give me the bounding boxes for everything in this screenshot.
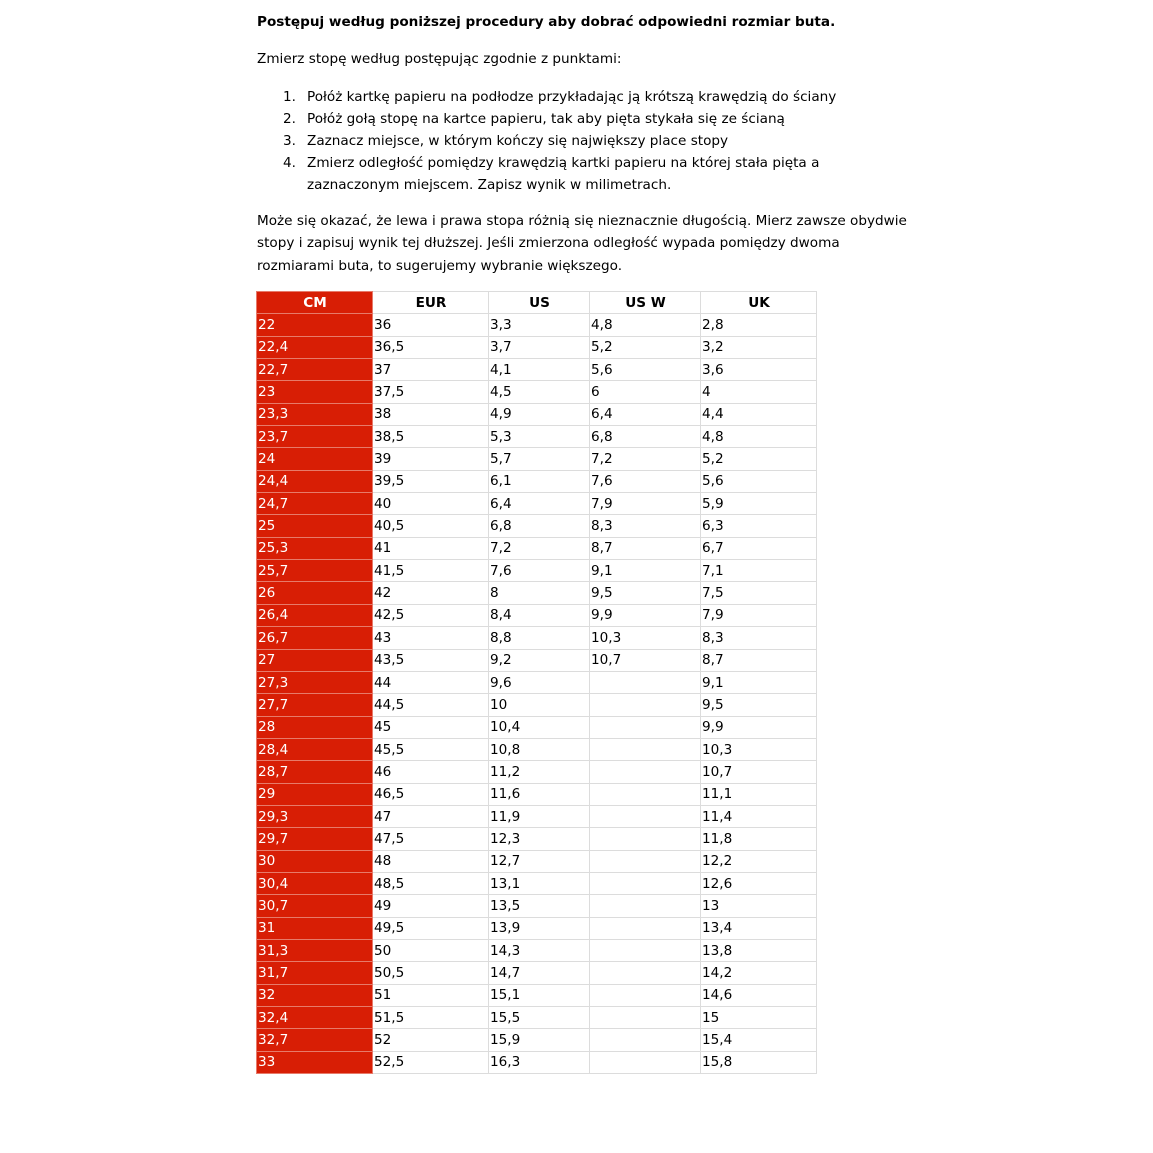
cell-eur: 36,5 [373,336,489,358]
cell-uk: 6,3 [701,515,817,537]
cell-eur: 37,5 [373,381,489,403]
cell-eur: 46 [373,761,489,783]
table-row [257,403,817,425]
cell-us-w: 6,8 [590,426,701,448]
cell-uk: 13,8 [701,939,817,961]
table-row [257,1007,817,1029]
cell-cm: 28 [257,716,373,738]
cell-uk: 10,7 [701,761,817,783]
cell-cm: 30,4 [257,872,373,894]
header-uk: UK [701,292,817,314]
cell-eur: 41,5 [373,560,489,582]
cell-cm: 31,3 [257,939,373,961]
table-row [257,716,817,738]
cell-cm: 27,3 [257,671,373,693]
table-row [257,917,817,939]
cell-cm: 28,4 [257,738,373,760]
cell-eur: 36 [373,314,489,336]
cell-uk: 9,9 [701,716,817,738]
cell-cm: 32,4 [257,1007,373,1029]
cell-eur: 48,5 [373,872,489,894]
cell-us: 13,1 [489,872,590,894]
table-row [257,426,817,448]
cell-us: 11,2 [489,761,590,783]
header-eur: EUR [373,292,489,314]
cell-uk: 14,2 [701,962,817,984]
cell-uk: 7,1 [701,560,817,582]
cell-us-w [590,694,701,716]
cell-us: 11,9 [489,805,590,827]
cell-eur: 51 [373,984,489,1006]
cell-uk: 5,9 [701,493,817,515]
cell-uk: 5,6 [701,470,817,492]
cell-uk: 6,7 [701,537,817,559]
cell-us-w [590,917,701,939]
cell-us-w [590,872,701,894]
cell-us-w: 4,8 [590,314,701,336]
cell-eur: 42 [373,582,489,604]
cell-us-w: 8,3 [590,515,701,537]
cell-uk: 9,1 [701,671,817,693]
cell-eur: 38 [373,403,489,425]
cell-eur: 41 [373,537,489,559]
cell-uk: 13 [701,895,817,917]
cell-eur: 44 [373,671,489,693]
table-row [257,627,817,649]
cell-cm: 32 [257,984,373,1006]
cell-cm: 23,3 [257,403,373,425]
cell-us-w: 7,9 [590,493,701,515]
table-row [257,738,817,760]
intro-text: Zmierz stopę według postępując zgodnie z punktami: [257,51,622,67]
header-us: US [489,292,590,314]
cell-us-w [590,783,701,805]
step-number: 2. [283,111,296,127]
cell-us-w [590,1007,701,1029]
cell-cm: 27,7 [257,694,373,716]
step-number: 4. [283,155,296,171]
cell-us: 14,3 [489,939,590,961]
cell-us: 15,1 [489,984,590,1006]
cell-us: 8,8 [489,627,590,649]
cell-eur: 50 [373,939,489,961]
step-text: Zmierz odległość pomiędzy krawędzią kartki papieru na której stała pięta a zaznaczonym miejscem. Zapisz wynik w milimetrach. [307,155,820,193]
cell-uk: 4,4 [701,403,817,425]
cell-us: 15,5 [489,1007,590,1029]
step-number: 3. [283,133,296,149]
table-row [257,761,817,783]
cell-uk: 11,8 [701,828,817,850]
cell-cm: 25,3 [257,537,373,559]
cell-cm: 32,7 [257,1029,373,1051]
cell-us: 6,1 [489,470,590,492]
cell-us: 4,9 [489,403,590,425]
page-heading: Postępuj według poniższej procedury aby dobrać odpowiedni rozmiar buta. [257,14,836,30]
table-body [257,314,817,1074]
cell-us-w [590,761,701,783]
cell-eur: 37 [373,359,489,381]
table-row [257,381,817,403]
cell-uk: 15,4 [701,1029,817,1051]
cell-us: 3,7 [489,336,590,358]
cell-eur: 52 [373,1029,489,1051]
cell-cm: 31,7 [257,962,373,984]
table-row [257,582,817,604]
cell-us: 4,1 [489,359,590,381]
cell-us-w [590,1051,701,1073]
size-chart-table [256,291,817,1074]
cell-uk: 11,1 [701,783,817,805]
table-row [257,537,817,559]
cell-cm: 24,4 [257,470,373,492]
cell-cm: 24,7 [257,493,373,515]
table-row [257,649,817,671]
cell-us: 12,3 [489,828,590,850]
cell-uk: 3,6 [701,359,817,381]
cell-uk: 15 [701,1007,817,1029]
table-row [257,1029,817,1051]
cell-eur: 48 [373,850,489,872]
cell-us-w: 10,7 [590,649,701,671]
cell-us-w: 6,4 [590,403,701,425]
table-row [257,560,817,582]
cell-eur: 43,5 [373,649,489,671]
cell-us-w: 7,6 [590,470,701,492]
cell-us-w: 9,1 [590,560,701,582]
cell-cm: 28,7 [257,761,373,783]
steps-list [257,86,907,196]
table-row [257,671,817,693]
table-row [257,783,817,805]
cell-us: 9,2 [489,649,590,671]
cell-eur: 38,5 [373,426,489,448]
cell-eur: 40,5 [373,515,489,537]
cell-us-w [590,671,701,693]
cell-us: 14,7 [489,962,590,984]
cell-uk: 12,2 [701,850,817,872]
header-cm: CM [257,292,373,314]
measurement-note: Może się okazać, że lewa i prawa stopa różnią się nieznacznie długością. Mierz zawsze obydwie stopy i zapisuj wynik tej dłuższej. Jeśli zmierzona odległość wypada pomiędzy dwoma rozmiarami buta, to sugerujemy wybranie większego. [257,213,907,274]
cell-us-w: 6 [590,381,701,403]
step-text: Połóż kartkę papieru na podłodze przykładając ją krótszą krawędzią do ściany [307,89,837,105]
cell-uk: 9,5 [701,694,817,716]
cell-us: 10 [489,694,590,716]
cell-uk: 12,6 [701,872,817,894]
table-row [257,1051,817,1073]
cell-us-w [590,805,701,827]
cell-us-w [590,962,701,984]
cell-uk: 8,3 [701,627,817,649]
cell-cm: 25 [257,515,373,537]
table-row [257,895,817,917]
cell-us: 7,6 [489,560,590,582]
table-row [257,872,817,894]
cell-us: 8,4 [489,604,590,626]
cell-eur: 49,5 [373,917,489,939]
cell-eur: 47 [373,805,489,827]
cell-eur: 40 [373,493,489,515]
cell-us-w: 7,2 [590,448,701,470]
cell-cm: 30,7 [257,895,373,917]
cell-cm: 27 [257,649,373,671]
cell-cm: 26,4 [257,604,373,626]
cell-uk: 13,4 [701,917,817,939]
table-row [257,939,817,961]
cell-us-w [590,850,701,872]
cell-eur: 52,5 [373,1051,489,1073]
cell-eur: 42,5 [373,604,489,626]
cell-us: 3,3 [489,314,590,336]
cell-us: 10,8 [489,738,590,760]
cell-uk: 7,9 [701,604,817,626]
table-row [257,470,817,492]
cell-eur: 39 [373,448,489,470]
cell-us-w: 9,5 [590,582,701,604]
table-row [257,962,817,984]
step-text: Połóż gołą stopę na kartce papieru, tak aby pięta stykała się ze ścianą [307,111,785,127]
cell-eur: 46,5 [373,783,489,805]
table-row [257,359,817,381]
table-row [257,336,817,358]
table-row [257,448,817,470]
cell-cm: 31 [257,917,373,939]
cell-uk: 8,7 [701,649,817,671]
cell-eur: 50,5 [373,962,489,984]
step-number: 1. [283,89,296,105]
cell-us: 6,4 [489,493,590,515]
cell-us-w: 5,2 [590,336,701,358]
cell-us-w: 9,9 [590,604,701,626]
cell-cm: 22 [257,314,373,336]
cell-cm: 29 [257,783,373,805]
cell-uk: 7,5 [701,582,817,604]
cell-uk: 11,4 [701,805,817,827]
cell-us-w: 5,6 [590,359,701,381]
table-row [257,314,817,336]
table-row [257,515,817,537]
table-row [257,604,817,626]
step-item [257,152,907,196]
table-row [257,694,817,716]
cell-us: 9,6 [489,671,590,693]
cell-us-w [590,895,701,917]
table-row [257,828,817,850]
step-item [257,130,907,152]
cell-us-w [590,738,701,760]
step-item [257,108,907,130]
cell-uk: 3,2 [701,336,817,358]
cell-cm: 23,7 [257,426,373,448]
cell-cm: 22,7 [257,359,373,381]
cell-uk: 15,8 [701,1051,817,1073]
cell-us-w [590,716,701,738]
cell-uk: 5,2 [701,448,817,470]
step-item [257,86,907,108]
cell-us: 16,3 [489,1051,590,1073]
table-row [257,805,817,827]
table-header-row [257,292,817,314]
cell-eur: 45 [373,716,489,738]
cell-us-w: 8,7 [590,537,701,559]
step-text: Zaznacz miejsce, w którym kończy się największy place stopy [307,133,729,149]
cell-cm: 22,4 [257,336,373,358]
cell-uk: 14,6 [701,984,817,1006]
cell-eur: 49 [373,895,489,917]
cell-cm: 26,7 [257,627,373,649]
cell-eur: 44,5 [373,694,489,716]
cell-eur: 39,5 [373,470,489,492]
cell-cm: 30 [257,850,373,872]
cell-us: 7,2 [489,537,590,559]
cell-us: 5,3 [489,426,590,448]
cell-cm: 29,7 [257,828,373,850]
cell-us: 4,5 [489,381,590,403]
cell-eur: 43 [373,627,489,649]
cell-us: 5,7 [489,448,590,470]
cell-eur: 45,5 [373,738,489,760]
cell-uk: 4,8 [701,426,817,448]
cell-eur: 51,5 [373,1007,489,1029]
table-row [257,984,817,1006]
cell-us-w [590,939,701,961]
cell-cm: 23 [257,381,373,403]
cell-cm: 24 [257,448,373,470]
cell-us: 12,7 [489,850,590,872]
cell-us: 13,5 [489,895,590,917]
table-row [257,850,817,872]
cell-cm: 29,3 [257,805,373,827]
cell-cm: 26 [257,582,373,604]
cell-uk: 2,8 [701,314,817,336]
cell-us: 8 [489,582,590,604]
cell-uk: 4 [701,381,817,403]
cell-uk: 10,3 [701,738,817,760]
cell-us: 10,4 [489,716,590,738]
cell-us-w [590,984,701,1006]
cell-us: 15,9 [489,1029,590,1051]
cell-eur: 47,5 [373,828,489,850]
table-row [257,493,817,515]
cell-cm: 33 [257,1051,373,1073]
cell-us: 6,8 [489,515,590,537]
cell-us-w [590,1029,701,1051]
cell-us: 11,6 [489,783,590,805]
header-us-w: US W [590,292,701,314]
cell-us-w: 10,3 [590,627,701,649]
cell-us: 13,9 [489,917,590,939]
cell-us-w [590,828,701,850]
cell-cm: 25,7 [257,560,373,582]
